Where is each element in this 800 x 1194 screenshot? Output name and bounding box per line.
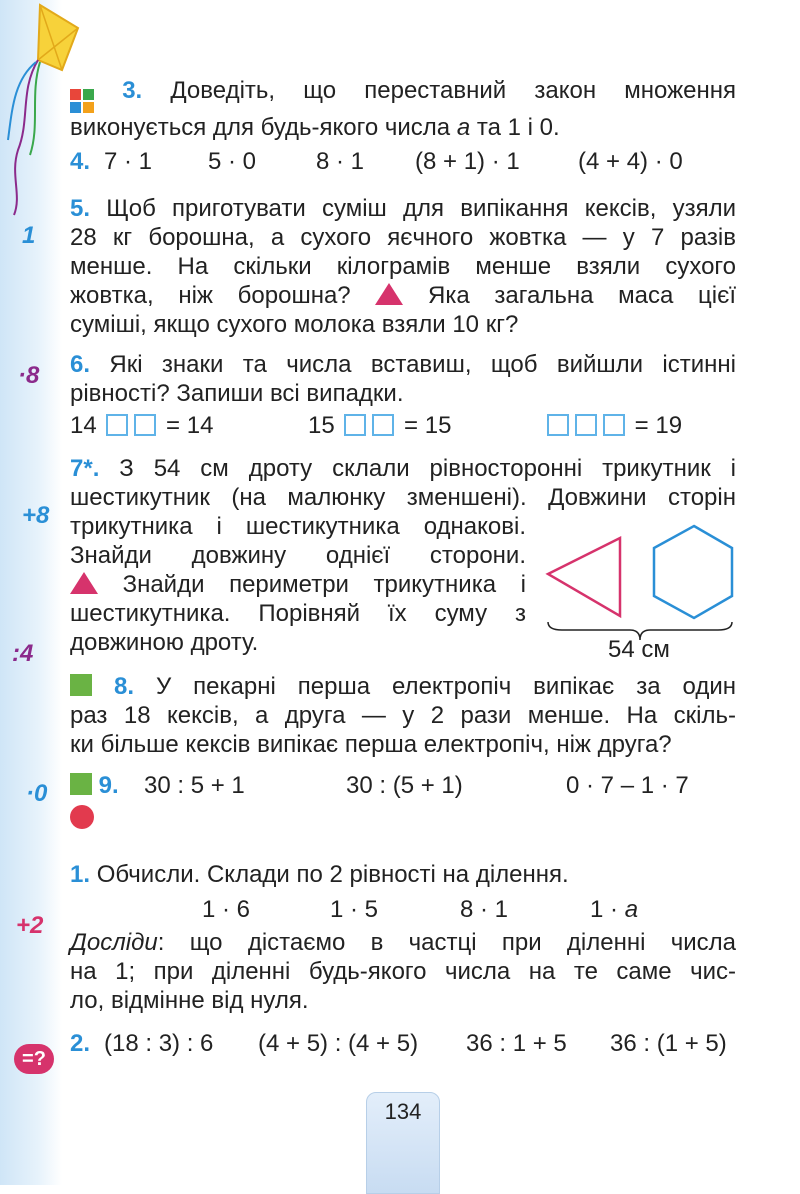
task-7-left [70, 512, 526, 657]
brace-caption: 54 см [608, 636, 670, 663]
task-number: 5. [70, 195, 91, 222]
blank-box[interactable] [547, 414, 569, 436]
blank-box[interactable] [106, 414, 128, 436]
task-text: Знайди периметри трикутника і [122, 571, 526, 598]
expression: 8 · 1 [460, 896, 509, 923]
task-text: Які знаки та числа вставиш, щоб вийшли істинні [109, 351, 736, 378]
homework-2 [70, 1030, 727, 1058]
homework-1-explore [70, 928, 736, 1015]
task-8 [70, 672, 736, 759]
task-text: виконується для будь-якого числа [70, 114, 457, 141]
expression: 7 · 1 [104, 148, 153, 175]
task-text: менше. На скільки кілограмів менше взяли сухого [70, 253, 736, 280]
four-squares-icon [70, 89, 94, 113]
task-text: Щоб приготувати суміш для випікання кексів, узяли [106, 195, 736, 222]
green-square-icon [70, 773, 92, 795]
expression: 8 · 1 [316, 148, 365, 175]
task-number: 4. [70, 148, 91, 175]
margin-mark: +8 [22, 502, 50, 529]
green-square-icon [70, 674, 92, 696]
equals-value: = 15 [404, 412, 452, 439]
homework-1 [70, 860, 736, 889]
task-text: жовтка, ніж борошна? [70, 282, 376, 309]
expression: (18 : 3) : 6 [104, 1030, 214, 1057]
task-number: 3. [122, 77, 143, 104]
equals-value: = 19 [634, 412, 683, 439]
task-number: 6. [70, 351, 91, 378]
task-text: суміші, якщо сухого молока взяли 10 кг? [70, 311, 519, 338]
blank-box[interactable] [575, 414, 597, 436]
expression: 36 : (1 + 5) [610, 1030, 727, 1057]
task-text: трикутника і шестикутника однакові. [70, 513, 526, 540]
task-text: З 54 см дроту склали рівносторонні трикутник і [119, 455, 736, 482]
variable: а [456, 114, 471, 141]
task-text: на 1; при діленні будь-якого числа на те саме чис- [70, 958, 736, 985]
task-9 [70, 772, 689, 800]
task-text: У пекарні перша електропіч випікає за один [155, 673, 737, 700]
task-number: 8. [113, 673, 134, 700]
task-6 [70, 350, 736, 408]
expression: (8 + 1) · 1 [415, 148, 520, 175]
blank-box[interactable] [134, 414, 156, 436]
task-text: раз 18 кексів, а друга — у 2 рази менше. На скіль- [70, 702, 736, 729]
task-text: довжиною дроту. [70, 629, 259, 656]
task-text: шестикутника. Порівняй їх суму з [70, 600, 526, 627]
blank-box[interactable] [344, 414, 366, 436]
blank-box[interactable] [372, 414, 394, 436]
task-text: Яка загальна маса цієї [428, 282, 737, 309]
expression: 0 · 7 – 1 · 7 [566, 772, 689, 799]
margin-mark: ·8 [18, 362, 40, 389]
task-3 [70, 76, 736, 142]
expression: 30 : 5 + 1 [144, 772, 245, 799]
expression: 5 · 0 [208, 148, 257, 175]
expression: (4 + 5) : (4 + 5) [258, 1030, 419, 1057]
task-text: ло, відмінне від нуля. [70, 987, 309, 1014]
task-text: 28 кг борошна, а сухого яєчного жовтка — у 7 разів [70, 224, 736, 251]
task-text: та 1 і 0. [470, 114, 560, 141]
number: 14 [70, 412, 97, 439]
expression: 1 · [590, 896, 625, 923]
task-7 [70, 454, 736, 512]
expression: 30 : (5 + 1) [346, 772, 463, 799]
task-5 [70, 194, 736, 339]
number: 15 [308, 412, 335, 439]
task-4 [70, 148, 683, 176]
expression: 36 : 1 + 5 [466, 1030, 567, 1057]
equals-value: = 14 [166, 412, 214, 439]
red-circle-icon [70, 805, 94, 829]
task-text: Доведіть, що переставний закон множення [170, 77, 736, 104]
help-badge: =? [14, 1044, 54, 1074]
task-text: Обчисли. Склади по 2 рівності на ділення. [96, 861, 569, 888]
margin-mark: :4 [12, 640, 34, 667]
explore-label: Досліди [70, 929, 158, 956]
page-number: 134 [366, 1092, 440, 1194]
task-text: : що дістаємо в частці при діленні числа [157, 929, 736, 956]
task-text: Знайди довжину однієї сторони. [70, 542, 526, 569]
blank-box[interactable] [603, 414, 625, 436]
expression: 1 · 5 [330, 896, 379, 923]
task-text: ки більше кексів випікає перша електропіч, ніж друга? [70, 731, 672, 758]
expression: 1 · 6 [202, 896, 251, 923]
task-text: рівності? Запиши всі випадки. [70, 380, 404, 407]
margin-mark: ·0 [26, 780, 48, 807]
triangle-shape [548, 538, 620, 616]
margin-mark: +2 [16, 912, 44, 939]
task-number: 2. [70, 1030, 91, 1057]
task-number: 1. [70, 861, 91, 888]
triangle-icon [375, 283, 403, 305]
shapes-figure [542, 524, 738, 644]
task-number: 9. [98, 772, 119, 799]
margin-mark: 1 [22, 222, 36, 249]
hexagon-shape [654, 526, 732, 618]
task-number: 7*. [70, 455, 100, 482]
task-text: шестикутник (на малюнку зменшені). Довжини сторін [70, 484, 736, 511]
triangle-icon [70, 572, 98, 594]
variable: а [624, 896, 639, 923]
expression: (4 + 4) · 0 [578, 148, 683, 175]
